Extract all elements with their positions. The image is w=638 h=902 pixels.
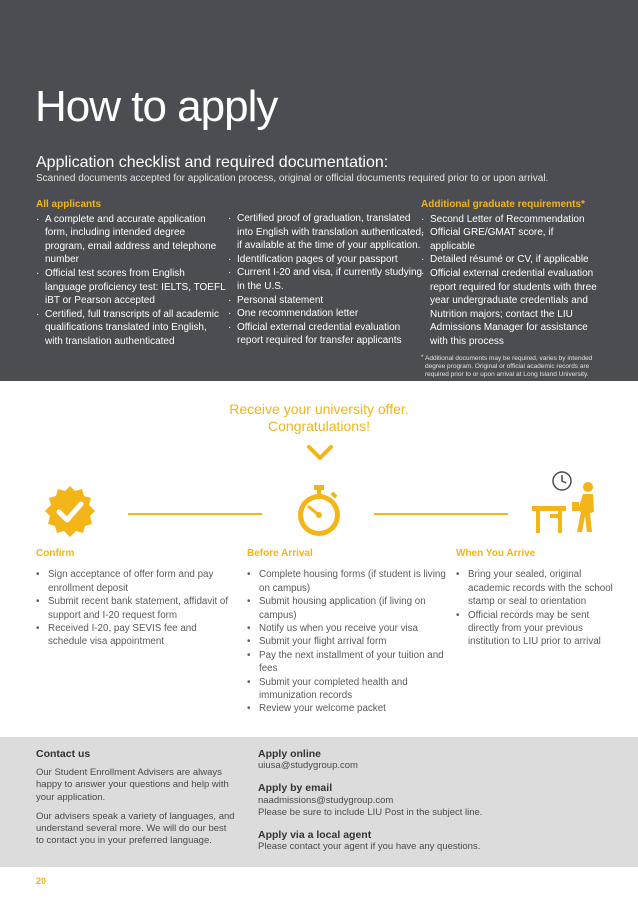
list-item: • Submit your flight arrival form [247, 635, 447, 648]
apply-block [258, 748, 598, 863]
list-item: • Pay the next installment of your tuition and fees [247, 649, 447, 676]
apply-online-block [258, 748, 598, 772]
when-you-arrive-heading: When You Arrive [456, 548, 536, 559]
all-applicants-list [36, 213, 226, 349]
stopwatch-icon [295, 483, 343, 539]
list-item: • Submit recent bank statement, affidavit of support and I-20 request form [36, 595, 236, 622]
apply-email-note: Please be sure to include LIU Post in the subject line. [258, 806, 483, 818]
list-item: · A complete and accurate application form, including intended degree program, email address and telephone number [36, 213, 226, 267]
contact-heading: Contact us [36, 748, 91, 760]
all-applicants-heading: All applicants [36, 199, 102, 210]
list-item: • Received I-20, pay SEVIS fee and schedule visa appointment [36, 622, 236, 649]
list-item: • Bring your sealed, original academic records with the school stamp or seal to orientation [456, 568, 616, 608]
all-applicants-column [36, 198, 226, 349]
list-item: · Official test scores from English language proficiency test: IELTS, TOEFL iBT or Pearson accepted [36, 267, 226, 308]
list-item: • Review your welcome packet [247, 702, 447, 715]
before-arrival-heading: Before Arrival [247, 548, 313, 559]
badge-check-icon [42, 484, 98, 540]
list-item: • Submit your completed health and immunization records [247, 676, 447, 703]
contact-panel [0, 737, 638, 867]
apply-email-link[interactable]: naadmissions@studygroup.com [258, 794, 394, 806]
contact-block [36, 748, 236, 854]
list-item: · One recommendation letter [228, 307, 424, 321]
graduate-list [421, 213, 601, 349]
chevron-down-icon [306, 444, 334, 462]
list-item: • Submit housing application (if living on campus) [247, 595, 447, 622]
footnote-text: Additional documents may be required, varies by intended degree program. Original or official academic records are required prior to or upon arrival at Long Island University. [425, 354, 593, 378]
checklist-intro: Scanned documents accepted for application process, original or official documents required prior to or upon arrival. [36, 173, 549, 184]
list-item: · Official external credential evaluation report required for students with three year undergraduate credentials and Nutrition majors; contact the LIU Admissions Manager for assistance with this process [421, 267, 601, 349]
list-item: • Official records may be sent directly from your previous institution to LIU prior to arrival [456, 609, 616, 649]
graduate-column [421, 198, 601, 379]
apply-agent-block [258, 829, 598, 853]
list-item: · Current I-20 and visa, if currently studying in the U.S. [228, 266, 424, 293]
contact-paragraph-2: Our advisers speak a variety of languages, and understand several more. We will do our best to contact you in your preferred language. [36, 810, 235, 847]
middle-column [228, 212, 424, 348]
confirm-heading: Confirm [36, 548, 75, 559]
list-item: · Second Letter of Recommendation [421, 213, 601, 227]
apply-online-email-link[interactable]: uiusa@studygroup.com [258, 760, 358, 772]
list-item: · Certified proof of graduation, translated into English with translation authenticated, if available at the time of your application. [228, 212, 424, 253]
list-item: · Official GRE/GMAT score, if applicable [421, 226, 601, 253]
contact-paragraph-1: Our Student Enrollment Advisers are always happy to answer your questions and help with your application. [36, 767, 229, 803]
top-section [0, 0, 638, 381]
list-item: · Certified, full transcripts of all academic qualifications translated into English, with translation authenticated [36, 308, 226, 349]
middle-list [228, 212, 424, 348]
before-arrival-list [247, 568, 447, 715]
apply-agent-heading: Apply via a local agent [258, 829, 372, 842]
apply-email-block [258, 782, 598, 819]
when-you-arrive-step [456, 547, 616, 649]
page-title: How to apply [35, 82, 278, 131]
offer-heading [0, 401, 638, 435]
checklist-subtitle: Application checklist and required documentation: [36, 154, 389, 171]
list-item: • Notify us when you receive your visa [247, 622, 447, 635]
footnote-star: * [421, 353, 424, 361]
list-item: · Identification pages of your passport [228, 253, 424, 267]
apply-online-heading: Apply online [258, 748, 321, 760]
list-item: · Official external credential evaluation report required for transfer applicants [228, 321, 424, 348]
list-item: · Personal statement [228, 294, 424, 308]
when-you-arrive-list [456, 568, 616, 648]
graduate-footnote [421, 355, 601, 379]
apply-email-heading: Apply by email [258, 782, 333, 795]
list-item: • Sign acceptance of offer form and pay enrollment deposit [36, 568, 236, 595]
confirm-list [36, 568, 236, 648]
graduate-heading: Additional graduate requirements* [421, 199, 585, 210]
before-arrival-step [247, 547, 447, 716]
person-desk-icon [528, 482, 600, 534]
connector-line-left [128, 513, 262, 515]
offer-line-1: Receive your university offer. [229, 401, 409, 417]
list-item: • Complete housing forms (if student is living on campus) [247, 568, 447, 595]
confirm-step [36, 547, 236, 649]
offer-line-2: Congratulations! [268, 418, 370, 434]
page-number: 20 [36, 876, 47, 886]
apply-agent-note: Please contact your agent if you have any questions. [258, 841, 481, 853]
list-item: · Detailed résumé or CV, if applicable [421, 253, 601, 267]
connector-line-right [374, 513, 508, 515]
